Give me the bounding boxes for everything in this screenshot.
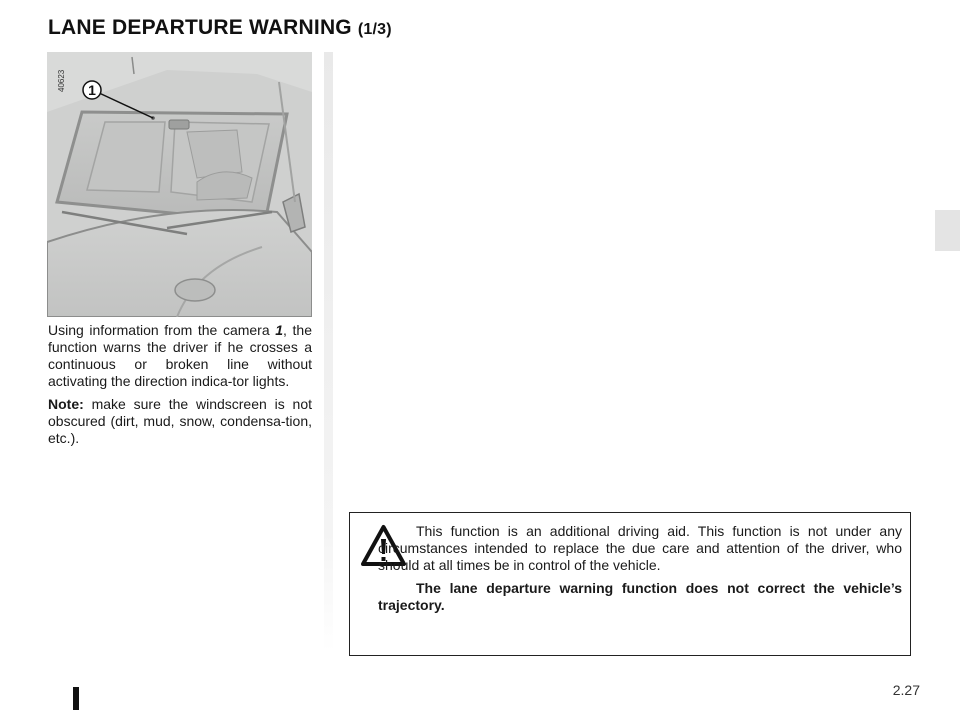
title-part-indicator: (1/3)	[357, 21, 392, 38]
title-text: LANE DEPARTURE WARNING	[48, 16, 352, 39]
page-number: 2.27	[892, 682, 920, 698]
camera-paragraph: Using information from the camera 1, the function warns the driver if he crosses a continuous or broken line without activating the direction indica-tor lights.	[48, 322, 312, 389]
column-divider	[324, 52, 333, 652]
warning-box	[349, 512, 911, 656]
note-label: Note:	[48, 396, 84, 412]
description-text	[48, 322, 312, 453]
note-paragraph: Note: make sure the windscreen is not obscured (dirt, mud, snow, condensa-tion, etc.).	[48, 396, 312, 446]
camera-reference: 1	[275, 322, 284, 338]
van-front-drawing	[47, 52, 312, 317]
corner-mark	[73, 687, 79, 710]
warning-text	[378, 523, 902, 620]
windscreen-camera-illustration	[47, 52, 312, 317]
page-title	[48, 16, 392, 40]
warning-paragraph-1: This function is an additional driving aid. This function is not under any circumstances intended to replace the due care and attention of the driver, who should at all times be in control of the vehicle.	[378, 523, 902, 573]
section-thumb-tab	[935, 210, 960, 251]
camera-callout-label: 1	[88, 82, 96, 98]
illustration-code: 40623	[57, 69, 66, 92]
warning-paragraph-2: The lane departure warning function does not correct the vehicle’s trajectory.	[378, 580, 902, 613]
